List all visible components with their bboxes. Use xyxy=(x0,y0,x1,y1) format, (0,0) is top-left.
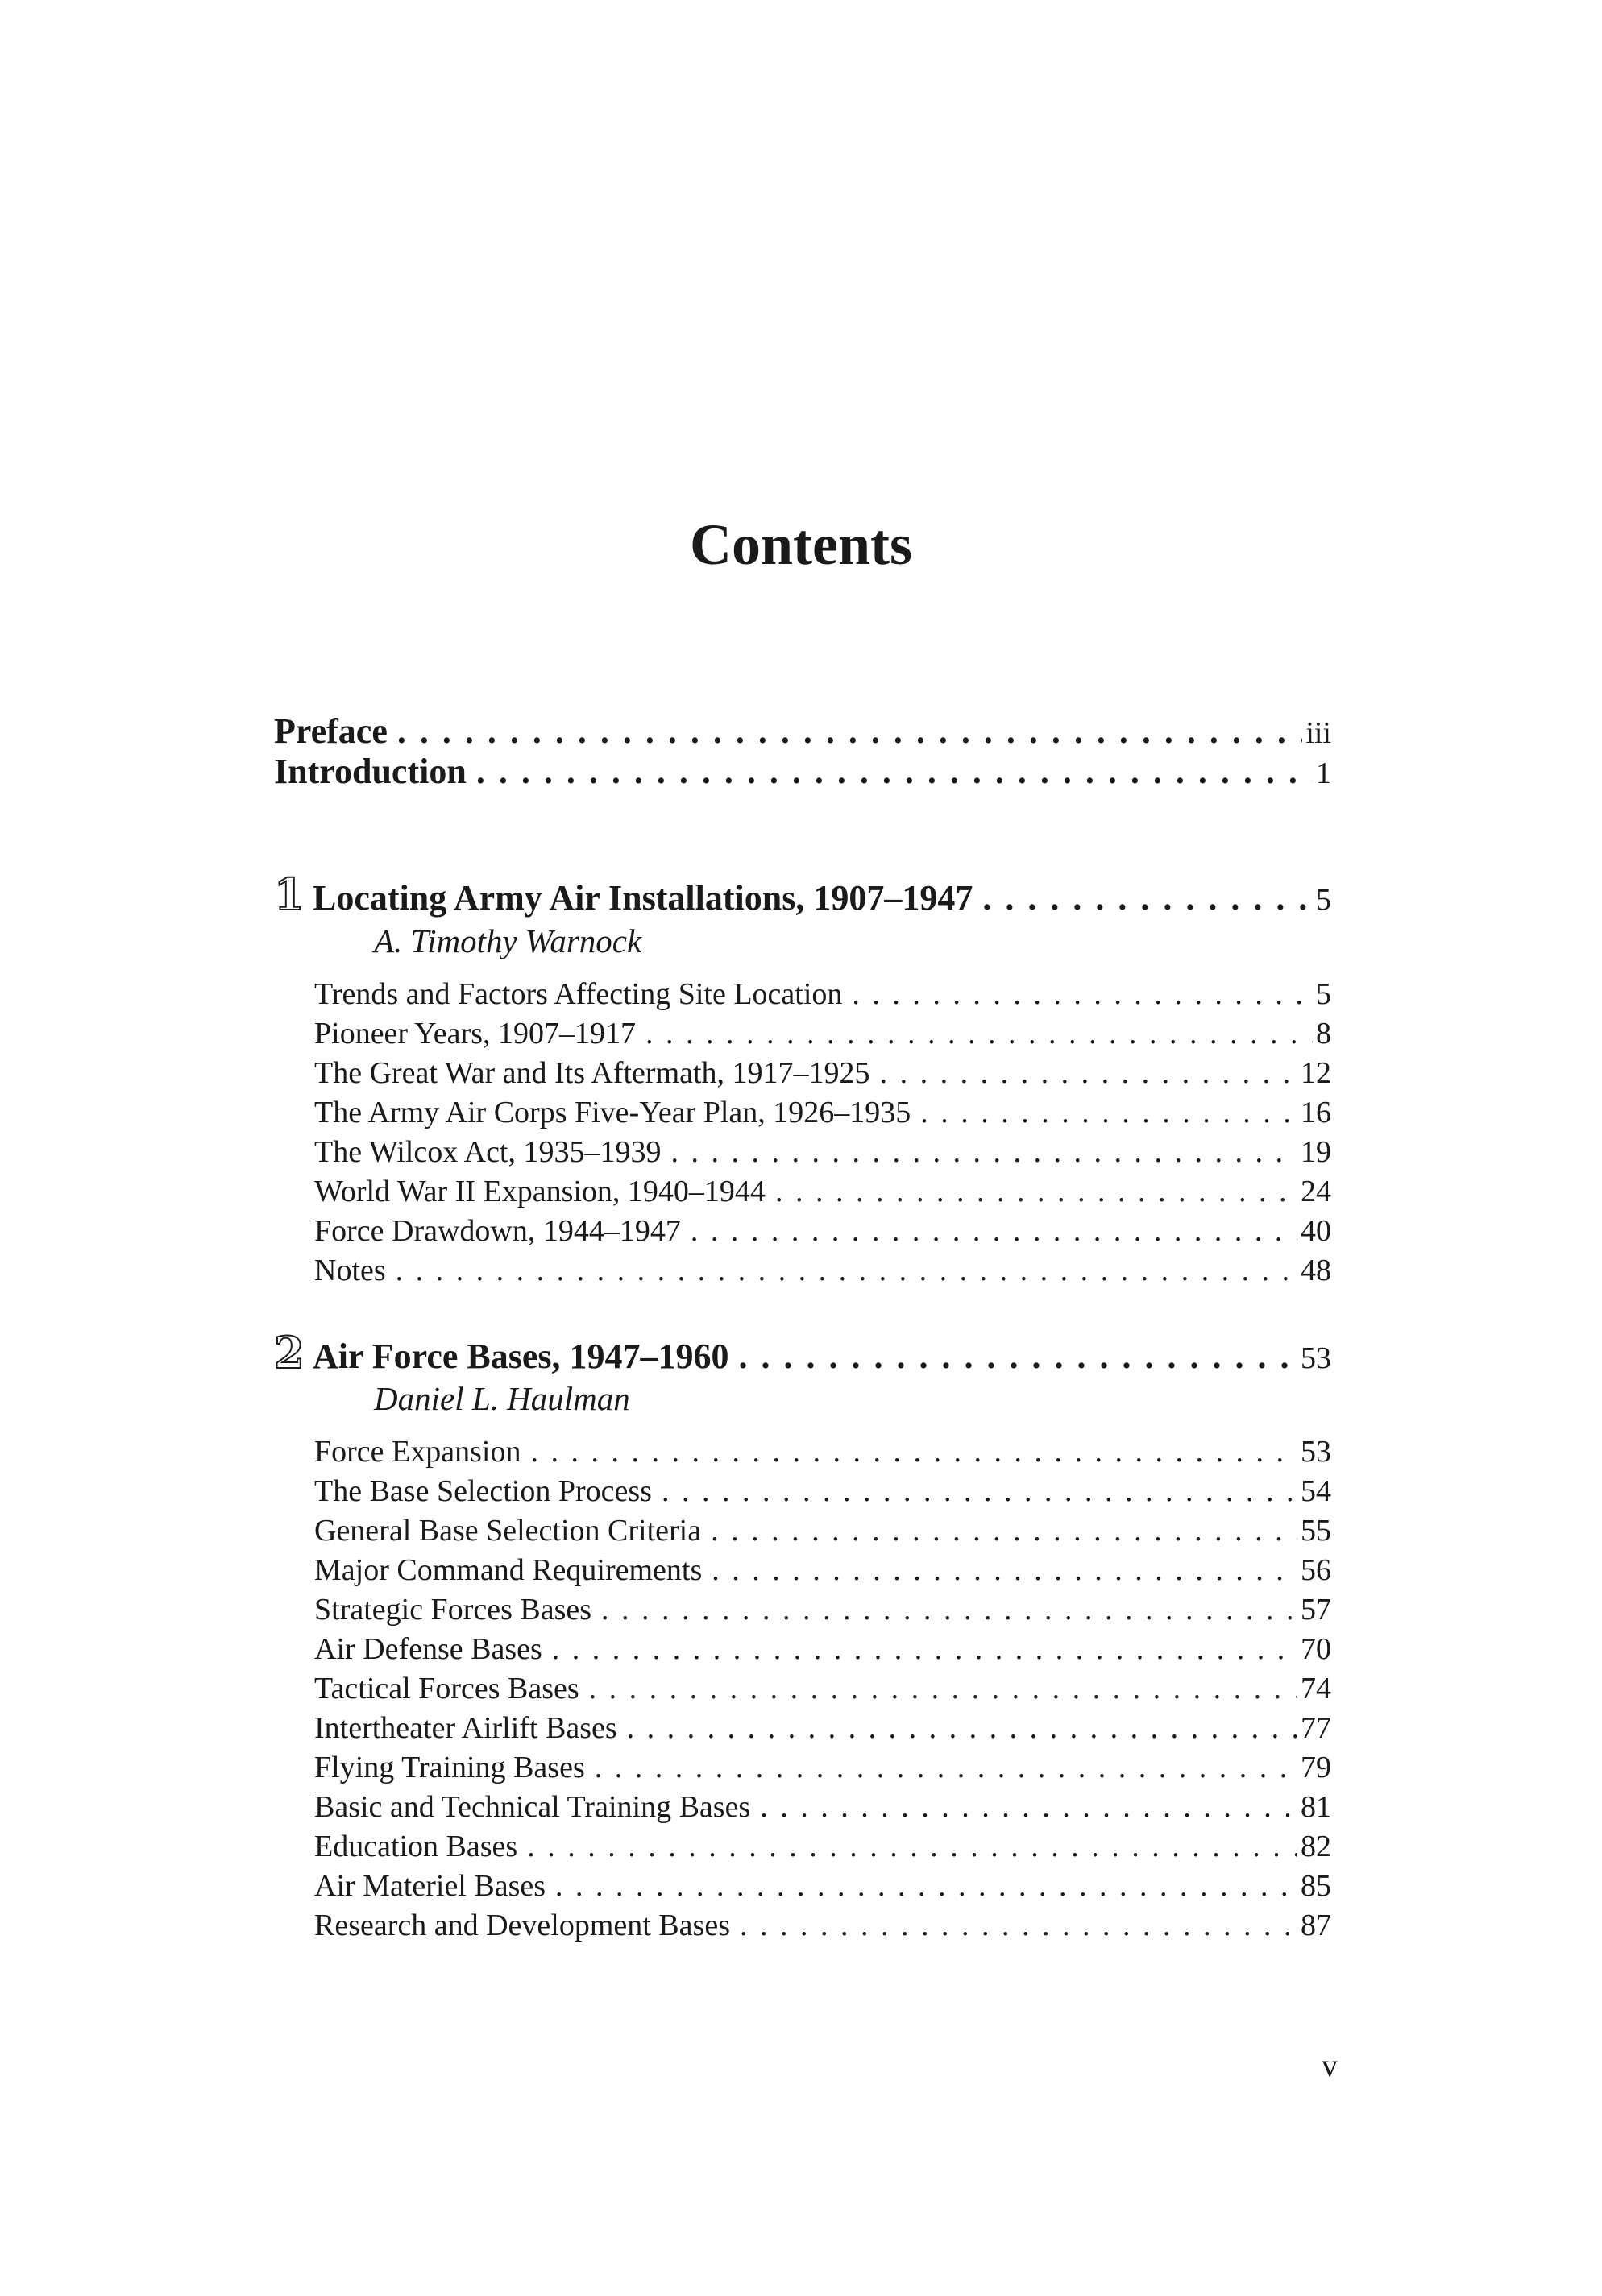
toc-section-page: 82 xyxy=(1301,1830,1331,1863)
chapter-author: A. Timothy Warnock xyxy=(374,922,642,959)
toc-section[interactable] xyxy=(314,1016,1331,1051)
toc-section-label: World War II Expansion, 1940–1944 xyxy=(314,1175,766,1208)
toc-section[interactable] xyxy=(314,1213,1331,1249)
toc-section-label: Trends and Factors Affecting Site Location xyxy=(314,977,843,1011)
toc-section[interactable] xyxy=(314,1095,1331,1130)
leader-dots xyxy=(530,1434,1297,1469)
toc-section-page: 85 xyxy=(1301,1869,1331,1903)
leader-dots xyxy=(982,877,1313,918)
toc-section-label: Research and Development Bases xyxy=(314,1908,730,1942)
toc-section-label: Education Bases xyxy=(314,1830,518,1863)
toc-section[interactable] xyxy=(314,1829,1331,1864)
leader-dots xyxy=(601,1592,1297,1627)
toc-entry-introduction[interactable] xyxy=(274,751,1331,792)
leader-dots xyxy=(671,1134,1298,1170)
toc-section-label: Force Drawdown, 1944–1947 xyxy=(314,1214,681,1248)
toc-section[interactable] xyxy=(314,1908,1331,1943)
toc-section[interactable] xyxy=(314,976,1331,1012)
page-folio: v xyxy=(1322,2047,1338,2083)
leader-dots xyxy=(397,711,1302,752)
toc-section[interactable] xyxy=(314,1473,1331,1509)
toc-section[interactable] xyxy=(314,1434,1331,1469)
leader-dots xyxy=(691,1213,1297,1249)
chapter-number: 1 xyxy=(274,868,305,920)
toc-section[interactable] xyxy=(314,1789,1331,1825)
toc-section[interactable] xyxy=(314,1750,1331,1785)
toc-section-page: 19 xyxy=(1301,1135,1331,1169)
leader-dots xyxy=(880,1055,1297,1091)
toc-entry-page: iii xyxy=(1305,716,1331,750)
toc-chapter-2[interactable] xyxy=(274,1327,1331,1378)
leader-dots xyxy=(552,1631,1297,1667)
toc-section-label: Flying Training Bases xyxy=(314,1751,585,1784)
toc-entry-page: 1 xyxy=(1316,756,1331,790)
toc-section-page: 12 xyxy=(1301,1056,1331,1090)
page-title: Contents xyxy=(689,512,912,577)
chapter-title: Locating Army Air Installations, 1907–1947 xyxy=(313,878,973,918)
toc-section[interactable] xyxy=(314,1868,1331,1904)
toc-section-page: 24 xyxy=(1301,1175,1331,1208)
toc-section-page: 55 xyxy=(1301,1514,1331,1548)
toc-section-page: 48 xyxy=(1301,1254,1331,1287)
toc-section[interactable] xyxy=(314,1631,1331,1667)
toc-chapter-1[interactable] xyxy=(274,868,1331,920)
toc-section-label: The Base Selection Process xyxy=(314,1474,652,1508)
leader-dots xyxy=(920,1095,1297,1130)
toc-section-label: Major Command Requirements xyxy=(314,1553,703,1587)
toc-section[interactable] xyxy=(314,1513,1331,1548)
leader-dots xyxy=(740,1908,1297,1943)
toc-section-page: 5 xyxy=(1316,977,1331,1011)
leader-dots xyxy=(527,1829,1297,1864)
toc-section-page: 40 xyxy=(1301,1214,1331,1248)
toc-section-label: Pioneer Years, 1907–1917 xyxy=(314,1017,636,1051)
leader-dots xyxy=(852,976,1313,1012)
leader-dots xyxy=(595,1750,1297,1785)
toc-section-page: 81 xyxy=(1301,1790,1331,1824)
toc-section[interactable] xyxy=(314,1134,1331,1170)
leader-dots xyxy=(712,1552,1297,1588)
chapter-author: Daniel L. Haulman xyxy=(374,1380,630,1417)
toc-section-label: Basic and Technical Training Bases xyxy=(314,1790,751,1824)
toc-section-page: 87 xyxy=(1301,1908,1331,1942)
leader-dots xyxy=(555,1868,1297,1904)
toc-entry-label: Preface xyxy=(274,711,388,751)
leader-dots xyxy=(645,1016,1313,1051)
toc-section-label: Notes xyxy=(314,1254,386,1287)
toc-section[interactable] xyxy=(314,1671,1331,1706)
toc-section-page: 77 xyxy=(1301,1711,1331,1745)
toc-section-page: 53 xyxy=(1301,1435,1331,1469)
toc-section[interactable] xyxy=(314,1710,1331,1746)
toc-section-label: The Wilcox Act, 1935–1939 xyxy=(314,1135,662,1169)
toc-section-label: The Great War and Its Aftermath, 1917–1925 xyxy=(314,1056,870,1090)
leader-dots xyxy=(711,1513,1297,1548)
toc-section[interactable] xyxy=(314,1253,1331,1288)
chapter-heading xyxy=(274,868,973,920)
toc-section[interactable] xyxy=(314,1592,1331,1627)
leader-dots xyxy=(775,1174,1297,1209)
chapter-title: Air Force Bases, 1947–1960 xyxy=(313,1337,729,1376)
toc-entry-label: Introduction xyxy=(274,752,467,791)
leader-dots xyxy=(476,751,1313,792)
toc-section[interactable] xyxy=(314,1552,1331,1588)
toc-section-label: Air Materiel Bases xyxy=(314,1869,546,1903)
leader-dots xyxy=(739,1336,1297,1377)
toc-entry-preface[interactable] xyxy=(274,711,1331,752)
toc-entry-page: 53 xyxy=(1301,1341,1331,1375)
toc-section-label: Intertheater Airlift Bases xyxy=(314,1711,617,1745)
toc-section-page: 79 xyxy=(1301,1751,1331,1784)
toc-section-label: Air Defense Bases xyxy=(314,1632,542,1666)
toc-section-page: 8 xyxy=(1316,1017,1331,1051)
toc-section-page: 56 xyxy=(1301,1553,1331,1587)
toc-section-page: 16 xyxy=(1301,1096,1331,1129)
toc-section-label: Strategic Forces Bases xyxy=(314,1593,592,1627)
toc-section-page: 70 xyxy=(1301,1632,1331,1666)
toc-section-label: General Base Selection Criteria xyxy=(314,1514,702,1548)
toc-section-label: Force Expansion xyxy=(314,1435,521,1469)
chapter-number: 2 xyxy=(274,1327,305,1378)
toc-section[interactable] xyxy=(314,1055,1331,1091)
chapter-heading xyxy=(274,1327,729,1378)
leader-dots xyxy=(627,1710,1297,1746)
toc-section-page: 57 xyxy=(1301,1593,1331,1627)
toc-section-label: Tactical Forces Bases xyxy=(314,1672,579,1705)
leader-dots xyxy=(760,1789,1297,1825)
leader-dots xyxy=(662,1473,1297,1509)
toc-section-page: 74 xyxy=(1301,1672,1331,1705)
toc-section[interactable] xyxy=(314,1174,1331,1209)
leader-dots xyxy=(396,1253,1297,1288)
leader-dots xyxy=(589,1671,1297,1706)
toc-section-label: The Army Air Corps Five-Year Plan, 1926–1935 xyxy=(314,1096,911,1129)
toc-section-page: 54 xyxy=(1301,1474,1331,1508)
toc-entry-page: 5 xyxy=(1316,883,1331,917)
